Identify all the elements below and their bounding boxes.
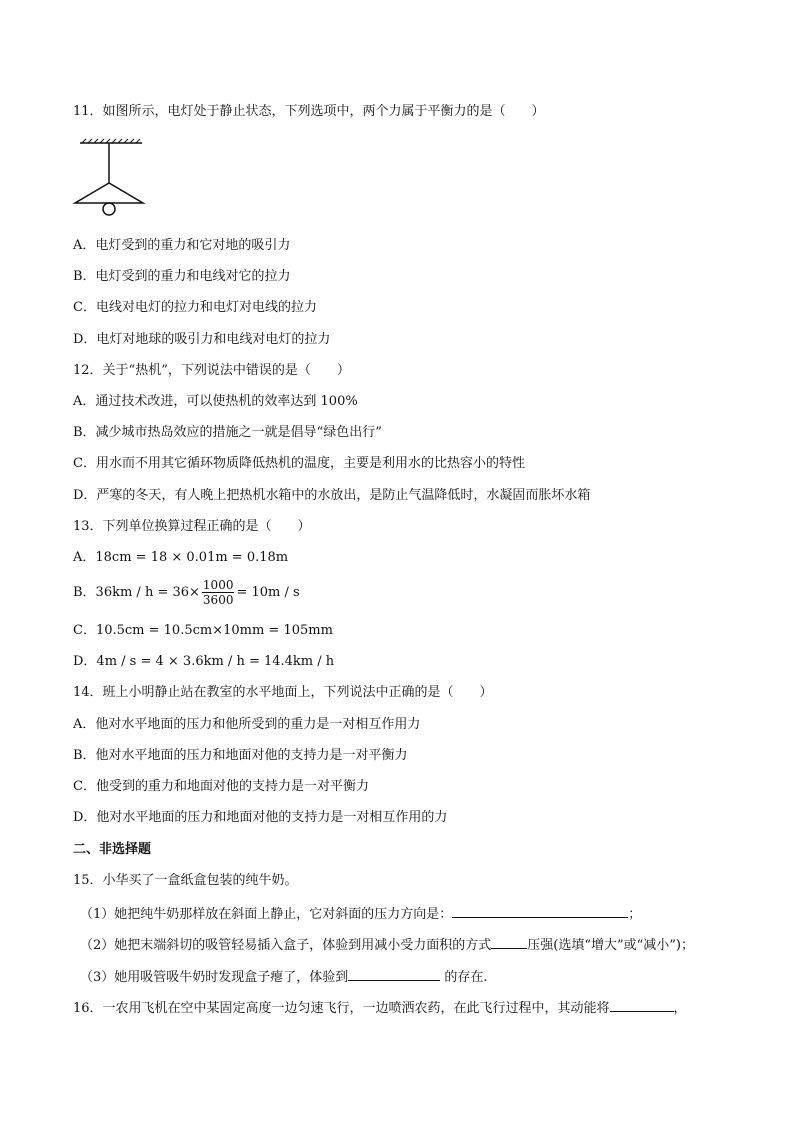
q14-option-b: B．他对水平地面的压力和地面对他的支持力是一对平衡力	[73, 748, 408, 763]
q15-part2-text: （2）她把末端斜切的吸管轻易插入盒子，体验到用减小受力面积的方式	[80, 938, 492, 953]
q15-part1-text: （1）她把纯牛奶那样放在斜面上静止，它对斜面的压力方向是：	[80, 907, 453, 922]
q12-option-c: C．用水而不用其它循环物质降低热机的温度，主要是利用水的比热容小的特性	[73, 456, 525, 471]
q13-b-prefix: B．36km / h = 36×	[73, 585, 200, 600]
q16-blank[interactable]	[610, 997, 674, 1012]
q12-stem: 12．关于“热机”，下列说法中错误的是（ ）	[73, 363, 350, 378]
q11-option-a: A．电灯受到的重力和它对地的吸引力	[73, 238, 291, 253]
q15-part1	[80, 903, 641, 924]
q15-part3-end: 的存在.	[440, 970, 488, 985]
q14-option-a: A．他对水平地面的压力和他所受到的重力是一对相互作用力	[73, 717, 421, 732]
q13-stem: 13．下列单位换算过程正确的是（ ）	[73, 519, 311, 534]
q15-part2	[80, 934, 694, 955]
q13-option-a: A．18cm = 18 × 0.01m = 0.18m	[73, 550, 289, 565]
q16-text: 16．一农用飞机在空中某固定高度一边匀速飞行，一边喷洒农药，在此飞行过程中，其动能将	[73, 1001, 610, 1016]
hanging-lamp-figure	[70, 138, 150, 223]
q16-line	[73, 997, 687, 1018]
q15-part2-end: 压强(选填“增大”或“减小”)；	[527, 938, 695, 953]
q12-option-d: D．严寒的冬天，有人晚上把热机水箱中的水放出，是防止气温降低时，水凝固而胀坏水箱	[73, 488, 591, 503]
q13-option-c: C．10.5cm = 10.5cm×10mm = 105mm	[73, 623, 333, 638]
q12-option-b: B．减少城市热岛效应的措施之一就是倡导“绿色出行”	[73, 425, 382, 440]
q15-part3-text: （3）她用吸管吸牛奶时发现盒子瘪了，体验到	[80, 970, 349, 985]
q13-b-suffix: = 10m / s	[236, 585, 300, 600]
q11-option-b: B．电灯受到的重力和电线对它的拉力	[73, 269, 291, 284]
q13-option-b	[73, 578, 300, 607]
q11-option-c: C．电线对电灯的拉力和电灯对电线的拉力	[73, 300, 317, 315]
q16-end: ，	[673, 1001, 687, 1016]
q14-option-d: D．他对水平地面的压力和地面对他的支持力是一对相互作用的力	[73, 810, 448, 825]
lamp-bulb	[103, 203, 115, 215]
q15-part3	[80, 966, 488, 987]
q14-stem: 14．班上小明静止站在教室的水平地面上，下列说法中正确的是（ ）	[73, 685, 493, 700]
q14-option-c: C．他受到的重力和地面对他的支持力是一对平衡力	[73, 779, 369, 794]
q15-part3-blank[interactable]	[348, 966, 440, 981]
q13-b-denominator: 3600	[202, 593, 234, 607]
q11-stem: 11．如图所示，电灯处于静止状态，下列选项中，两个力属于平衡力的是（ ）	[73, 104, 545, 119]
q15-part1-blank[interactable]	[452, 903, 628, 918]
section-title: 二、非选择题	[73, 842, 152, 857]
q13-b-numerator: 1000	[202, 578, 234, 592]
q13-b-fraction	[202, 578, 235, 607]
q15-part1-end: ；	[628, 907, 642, 922]
lamp-shade	[75, 183, 143, 203]
q12-option-a: A．通过技术改进，可以使热机的效率达到 100%	[73, 394, 358, 409]
q15-stem: 15．小华买了一盒纸盒包装的纯牛奶。	[73, 873, 298, 888]
q15-part2-blank[interactable]	[491, 934, 527, 949]
q13-option-d: D．4m / s = 4 × 3.6km / h = 14.4km / h	[73, 654, 335, 669]
q11-option-d: D．电灯对地球的吸引力和电线对电灯的拉力	[73, 332, 331, 347]
